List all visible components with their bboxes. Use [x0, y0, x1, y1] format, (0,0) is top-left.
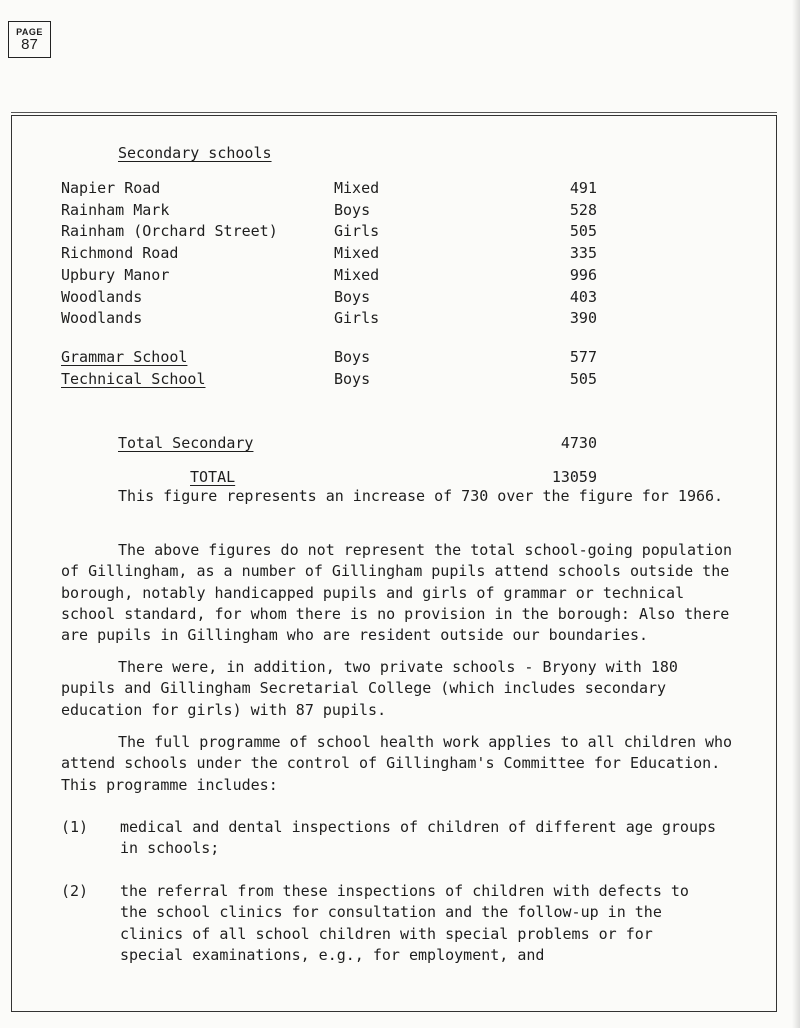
school-type: Girls: [334, 222, 380, 241]
school-type: Mixed: [334, 265, 380, 284]
school-name: Grammar School: [61, 348, 188, 366]
school-type: Mixed: [334, 244, 380, 263]
school-name: Woodlands: [61, 287, 143, 306]
frame-top-rule: [11, 112, 777, 113]
pupil-count: 403: [569, 287, 597, 306]
school-name: Woodlands: [61, 309, 143, 328]
pupil-count: 528: [569, 200, 597, 219]
school-type: Boys: [334, 369, 371, 388]
page-number: 87: [21, 35, 38, 53]
list-marker: (2): [61, 882, 89, 900]
pupil-count: 505: [569, 222, 597, 241]
school-name: Rainham (Orchard Street): [61, 222, 278, 241]
paragraph-programme: The full programme of school health work applies to all children who attend schools under the control of Gillingham's Committee for Education. This programme includes:: [61, 733, 733, 794]
paragraph-population: The above figures do not represent the total school-going population of Gillingham, as a number of Gillingham pupils attend schools outside the borough, notably handicapped pupils and girls of grammar or technical school standard, for whom there is no provision in the borough: Also there are pupils in Gillingham who are resident outside our boundaries.: [61, 541, 733, 645]
school-name: Technical School: [61, 369, 206, 388]
total-secondary-label: Total Secondary: [118, 434, 254, 452]
school-name: Napier Road: [61, 179, 161, 197]
school-type: Boys: [334, 200, 371, 219]
school-name: Richmond Road: [61, 244, 179, 263]
school-type: Boys: [334, 287, 371, 306]
total-value: 13059: [551, 468, 597, 486]
school-type: Boys: [334, 348, 371, 366]
page-number-box: [8, 21, 51, 58]
page-label: PAGE: [16, 26, 43, 37]
pupil-count: 335: [569, 244, 597, 263]
list-text: medical and dental inspections of children of different age groups in schools;: [120, 818, 717, 858]
pupil-count: 390: [569, 309, 597, 328]
total-label: TOTAL: [190, 468, 236, 486]
school-name: Upbury Manor: [61, 265, 170, 284]
list-marker: (1): [61, 818, 89, 836]
paragraph-increase: This figure represents an increase of 730 over the figure for 1966.: [118, 487, 724, 505]
paragraph-private-schools: There were, in addition, two private schools - Bryony with 180 pupils and Gillingham Secretarial College (which includes secondary education for girls) with 87 pupils.: [61, 658, 678, 719]
school-type: Mixed: [334, 179, 380, 197]
school-type: Girls: [334, 309, 380, 328]
page-edge-shadow: [792, 0, 800, 1028]
pupil-count: 491: [569, 179, 597, 197]
pupil-count: 996: [569, 265, 597, 284]
pupil-count: 577: [569, 348, 597, 366]
section-title: Secondary schools: [118, 144, 272, 162]
pupil-count: 505: [569, 369, 597, 388]
school-name: Rainham Mark: [61, 200, 170, 219]
total-secondary-value: 4730: [560, 434, 597, 452]
list-text: the referral from these inspections of children with defects to the school clinics for consultation and the follow-up in the clinics of all school children with special problems or for special examinations, e.g., for employment, and: [120, 882, 689, 964]
